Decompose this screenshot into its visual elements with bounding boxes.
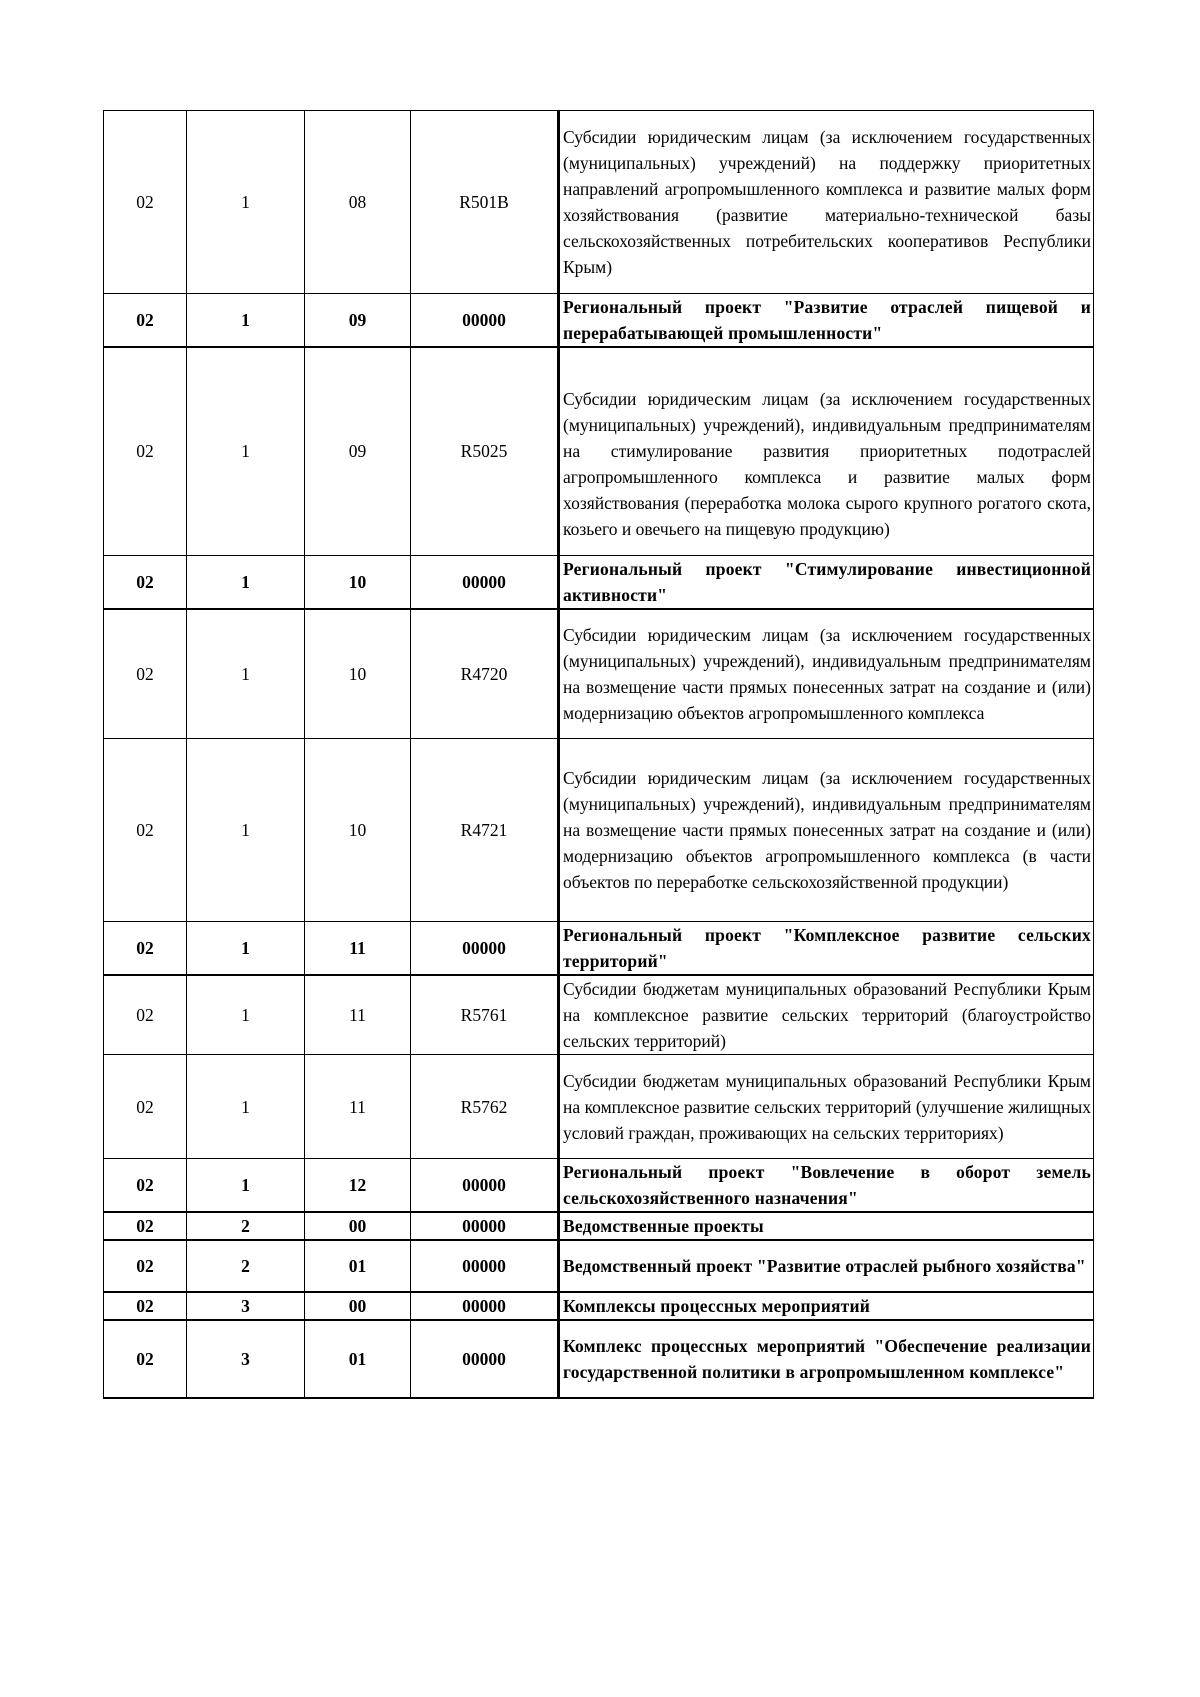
table-row bbox=[104, 1292, 1094, 1320]
table-row bbox=[104, 1055, 1094, 1159]
table-row bbox=[104, 1159, 1094, 1213]
subsection-code-cell: 1 bbox=[187, 294, 305, 348]
table-row bbox=[104, 294, 1094, 348]
program-code-cell: 01 bbox=[305, 1320, 411, 1398]
table-row bbox=[104, 609, 1094, 739]
direction-code-cell: 00000 bbox=[411, 294, 559, 348]
description-cell: Субсидии бюджетам муниципальных образований Республики Крым на комплексное развитие сельских территорий (улучшение жилищных условий граждан, проживающих на сельских территориях) bbox=[559, 1055, 1094, 1159]
table-row bbox=[104, 975, 1094, 1055]
direction-code-cell: R5761 bbox=[411, 975, 559, 1055]
program-code-cell: 00 bbox=[305, 1212, 411, 1240]
description-cell: Субсидии бюджетам муниципальных образований Республики Крым на комплексное развитие сельских территорий (благоустройство сельских территорий) bbox=[559, 975, 1094, 1055]
section-code-cell: 02 bbox=[104, 739, 187, 922]
subsection-code-cell: 1 bbox=[187, 975, 305, 1055]
subsection-code-cell: 1 bbox=[187, 555, 305, 609]
section-code-cell: 02 bbox=[104, 1240, 187, 1292]
table-row bbox=[104, 739, 1094, 922]
section-code-cell: 02 bbox=[104, 975, 187, 1055]
table-row bbox=[104, 347, 1094, 555]
direction-code-cell: 00000 bbox=[411, 1320, 559, 1398]
table-row bbox=[104, 111, 1094, 294]
description-cell: Региональный проект "Развитие отраслей пищевой и перерабатывающей промышленности" bbox=[559, 294, 1094, 348]
subsection-code-cell: 1 bbox=[187, 347, 305, 555]
table-body bbox=[104, 111, 1094, 1399]
section-code-cell: 02 bbox=[104, 1055, 187, 1159]
direction-code-cell: R5762 bbox=[411, 1055, 559, 1159]
program-code-cell: 01 bbox=[305, 1240, 411, 1292]
section-code-cell: 02 bbox=[104, 1320, 187, 1398]
subsection-code-cell: 3 bbox=[187, 1320, 305, 1398]
description-cell: Комплекс процессных мероприятий "Обеспечение реализации государственной политики в агропромышленном комплексе" bbox=[559, 1320, 1094, 1398]
description-cell: Региональный проект "Вовлечение в оборот земель сельскохозяйственного назначения" bbox=[559, 1159, 1094, 1213]
direction-code-cell: R501B bbox=[411, 111, 559, 294]
direction-code-cell: 00000 bbox=[411, 922, 559, 976]
section-code-cell: 02 bbox=[104, 111, 187, 294]
description-cell: Ведомственные проекты bbox=[559, 1212, 1094, 1240]
direction-code-cell: 00000 bbox=[411, 1159, 559, 1213]
subsection-code-cell: 2 bbox=[187, 1240, 305, 1292]
direction-code-cell: 00000 bbox=[411, 555, 559, 609]
table-row bbox=[104, 1320, 1094, 1398]
program-code-cell: 12 bbox=[305, 1159, 411, 1213]
subsection-code-cell: 1 bbox=[187, 922, 305, 976]
section-code-cell: 02 bbox=[104, 609, 187, 739]
description-cell: Ведомственный проект "Развитие отраслей рыбного хозяйства" bbox=[559, 1240, 1094, 1292]
program-code-cell: 00 bbox=[305, 1292, 411, 1320]
program-code-cell: 10 bbox=[305, 609, 411, 739]
table-row bbox=[104, 1240, 1094, 1292]
description-cell: Комплексы процессных мероприятий bbox=[559, 1292, 1094, 1320]
description-cell: Субсидии юридическим лицам (за исключением государственных (муниципальных) учреждений), индивидуальным предпринимателям на возмещение части прямых понесенных затрат на создание и (или) модернизацию объектов агропромышленного комплекса bbox=[559, 609, 1094, 739]
program-code-cell: 10 bbox=[305, 555, 411, 609]
description-cell: Субсидии юридическим лицам (за исключением государственных (муниципальных) учреждений) на поддержку приоритетных направлений агропромышленного комплекса и развитие малых форм хозяйствования (развитие материально-технической базы сельскохозяйственных потребительских кооперативов Республики Крым) bbox=[559, 111, 1094, 294]
table-row bbox=[104, 1212, 1094, 1240]
section-code-cell: 02 bbox=[104, 1292, 187, 1320]
subsection-code-cell: 2 bbox=[187, 1212, 305, 1240]
program-code-cell: 08 bbox=[305, 111, 411, 294]
section-code-cell: 02 bbox=[104, 1159, 187, 1213]
section-code-cell: 02 bbox=[104, 555, 187, 609]
program-code-cell: 11 bbox=[305, 975, 411, 1055]
program-code-cell: 11 bbox=[305, 1055, 411, 1159]
program-code-cell: 09 bbox=[305, 347, 411, 555]
program-code-cell: 10 bbox=[305, 739, 411, 922]
direction-code-cell: 00000 bbox=[411, 1212, 559, 1240]
section-code-cell: 02 bbox=[104, 294, 187, 348]
table-row bbox=[104, 555, 1094, 609]
direction-code-cell: R4720 bbox=[411, 609, 559, 739]
description-cell: Субсидии юридическим лицам (за исключением государственных (муниципальных) учреждений), индивидуальным предпринимателям на возмещение части прямых понесенных затрат на создание и (или) модернизацию объектов агропромышленного комплекса (в части объектов по переработке сельскохозяйственной продукции) bbox=[559, 739, 1094, 922]
subsection-code-cell: 1 bbox=[187, 111, 305, 294]
budget-classification-table bbox=[103, 110, 1094, 1399]
section-code-cell: 02 bbox=[104, 1212, 187, 1240]
section-code-cell: 02 bbox=[104, 922, 187, 976]
section-code-cell: 02 bbox=[104, 347, 187, 555]
subsection-code-cell: 1 bbox=[187, 739, 305, 922]
direction-code-cell: 00000 bbox=[411, 1292, 559, 1320]
description-cell: Региональный проект "Комплексное развитие сельских территорий" bbox=[559, 922, 1094, 976]
description-cell: Региональный проект "Стимулирование инвестиционной активности" bbox=[559, 555, 1094, 609]
direction-code-cell: 00000 bbox=[411, 1240, 559, 1292]
direction-code-cell: R4721 bbox=[411, 739, 559, 922]
subsection-code-cell: 3 bbox=[187, 1292, 305, 1320]
direction-code-cell: R5025 bbox=[411, 347, 559, 555]
subsection-code-cell: 1 bbox=[187, 1055, 305, 1159]
program-code-cell: 11 bbox=[305, 922, 411, 976]
program-code-cell: 09 bbox=[305, 294, 411, 348]
subsection-code-cell: 1 bbox=[187, 609, 305, 739]
description-cell: Субсидии юридическим лицам (за исключением государственных (муниципальных) учреждений), индивидуальным предпринимателям на стимулирование развития приоритетных подотраслей агропромышленного комплекса и развитие малых форм хозяйствования (переработка молока сырого крупного рогатого скота, козьего и овечьего на пищевую продукцию) bbox=[559, 347, 1094, 555]
subsection-code-cell: 1 bbox=[187, 1159, 305, 1213]
table-row bbox=[104, 922, 1094, 976]
